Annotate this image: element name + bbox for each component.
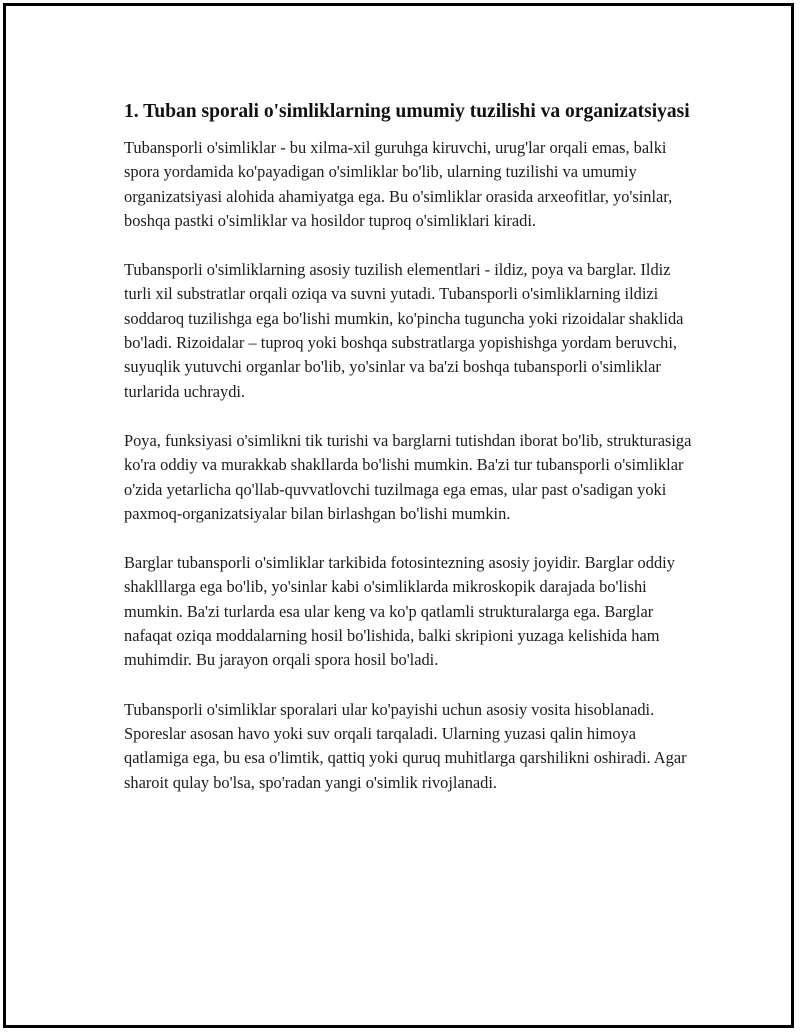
page-border — [3, 3, 794, 1028]
paragraph-2: Tubansporli o'simliklarning asosiy tuzilish elementlari - ildiz, poya va barglar. Ildiz turli xil substratlar orqali oziqa va suvni yutadi. Tubansporli o'simliklarning ildizi soddaroq tuzilishga ega bo'lishi mumkin, ko'pincha tuguncha yoki rizoidalar shaklida bo'ladi. Rizoidalar – tuproq yoki boshqa substratlarga yopishishga yordam beruvchi, suyuqlik yutuvchi organlar bo'lib, yo'sinlar va ba'zi boshqa tubansporli o'simliklar turlarida uchraydi. — [124, 260, 684, 401]
document-body — [124, 98, 694, 795]
paragraph-1: Tubansporli o'simliklar - bu xilma-xil guruhga kiruvchi, urug'lar orqali emas, balki spora yordamida ko'payadigan o'simliklar bo'lib, ularning tuzilishi va umumiy organizatsiyasi alohida ahamiyatga ega. Bu o'simliklar orasida arxeofitlar, yo'sinlar, boshqa pastki o'simliklar va hosildor tuproq o'simliklari kiradi. — [124, 138, 673, 230]
document-title: 1. Tuban sporali o'simliklarning umumiy tuzilishi va organizatsiyasi — [124, 101, 690, 122]
paragraph-4: Barglar tubansporli o'simliklar tarkibida fotosintezning asosiy joyidir. Barglar oddiy shaklllarga ega bo'lib, yo'sinlar kabi o'simliklarda mikroskopik darajada bo'lishi mumkin. Ba'zi turlarda esa ular keng va ko'p qatlamli strukturalarga ega. Barglar nafaqat oziqa moddalarning hosil bo'lishida, balki skripioni yuzaga kelishida ham muhimdir. Bu jarayon orqali spora hosil bo'ladi. — [124, 553, 675, 670]
paragraph-5: Tubansporli o'simliklar sporalari ular ko'payishi uchun asosiy vosita hisoblanadi. Sporeslar asosan havo yoki suv orqali tarqaladi. Ularning yuzasi qalin himoya qatlamiga ega, bu esa o'limtik, qattiq yoki quruq muhitlarga qarshilikni oshiradi. Agar sharoit qulay bo'lsa, spo'radan yangi o'simlik rivojlanadi. — [124, 699, 687, 792]
paragraph-3: Poya, funksiyasi o'simlikni tik turishi va barglarni tutishdan iborat bo'lib, strukturasiga ko'ra oddiy va murakkab shakllarda bo'lishi mumkin. Ba'zi tur tubansporli o'simliklar o'zida yetarlicha qo'llab-quvvatlovchi tuzilmaga ega emas, ular past o'sadigan yoki paxmoq-organizatsiyalar bilan birlashgan bo'lishi mumkin. — [124, 430, 692, 523]
